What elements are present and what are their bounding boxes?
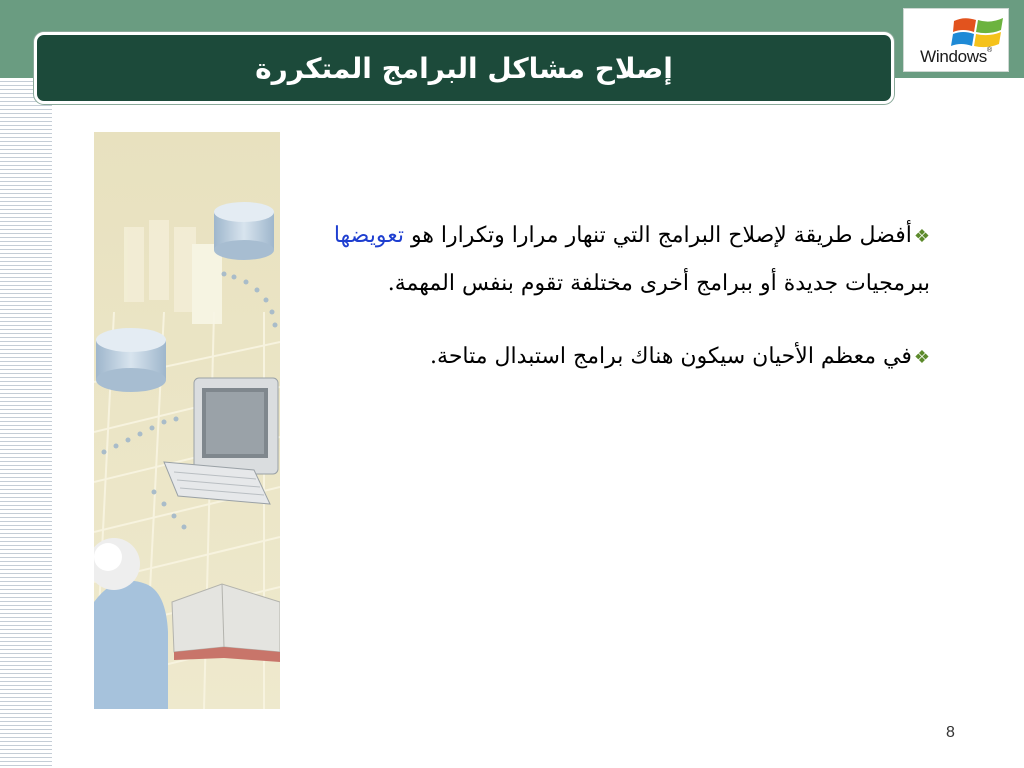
bullet-item: [330, 333, 930, 381]
bullet-highlight-word: تعويضها: [333, 223, 404, 248]
logo-wordmark: Windows: [920, 47, 987, 66]
bullet-item: [330, 212, 930, 307]
left-stripes-decoration: [0, 78, 52, 768]
bullet-text: في معظم الأحيان سيكون هناك برامج استبدال متاحة.: [430, 344, 912, 369]
diamond-quad-bullet-icon: ❖: [913, 226, 930, 247]
page-number: 8: [946, 724, 955, 741]
slide-title: إصلاح مشاكل البرامج المتكررة: [255, 51, 673, 85]
windows-logo: Windows®: [903, 8, 1009, 72]
computer-user-illustration: [94, 132, 280, 709]
diamond-quad-bullet-icon: ❖: [913, 347, 930, 368]
bullet-list: [330, 212, 930, 407]
bullet-text: أفضل طريقة لإصلاح البرامج التي تنهار مرارا وتكرارا هو: [403, 223, 912, 248]
bullet-text-continued: ببرمجيات جديدة أو ببرامج أخرى مختلفة تقوم بنفس المهمة.: [387, 271, 930, 296]
windows-flag-icon: [950, 15, 1006, 51]
title-bar: [34, 32, 894, 104]
